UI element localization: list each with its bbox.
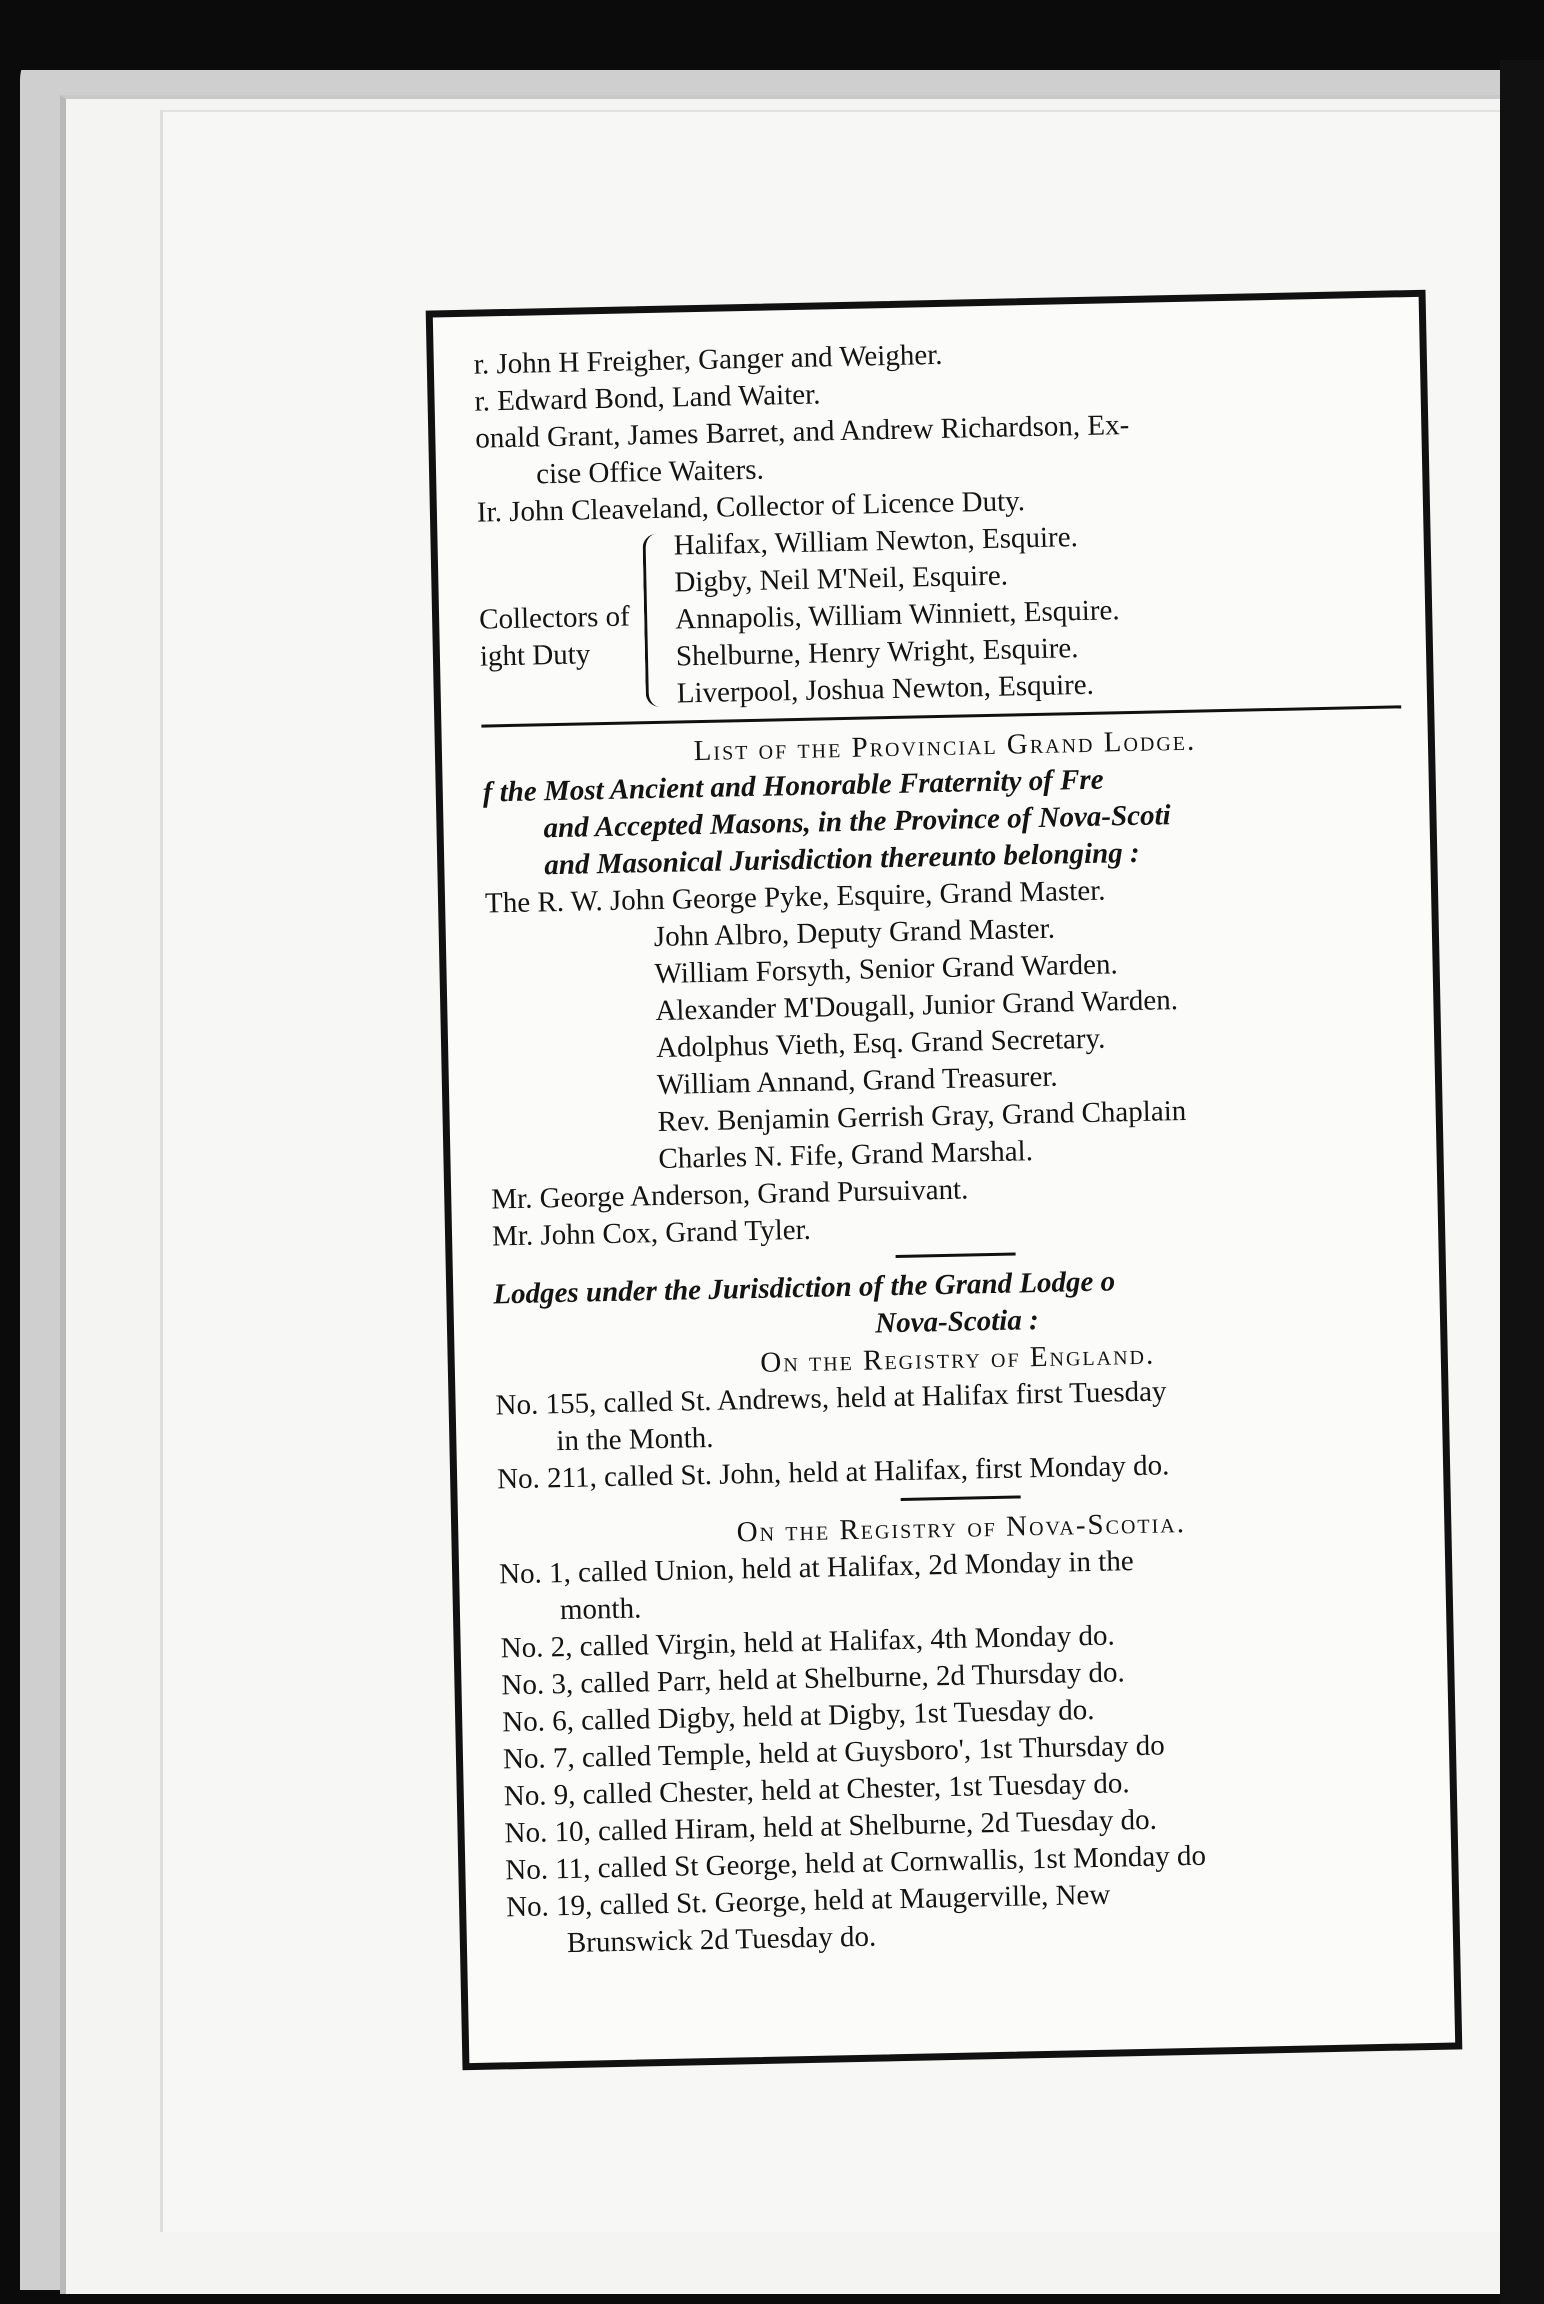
ns-lodge-line: No. 10, called Hiram, held at Shelburne, 2d Tuesday do. [504, 1803, 1158, 1850]
ns-lodge-line: No. 9, called Chester, held at Chester, 1st Tuesday do. [503, 1767, 1130, 1813]
ns-lodge-line: No. 2, called Virgin, held at Halifax, 4th Monday do. [500, 1619, 1116, 1665]
grand-master-line: The R. W. John George Pyke, Esquire, Grand Master. [484, 874, 1106, 920]
england-lodge-line: in the Month. [556, 1421, 714, 1458]
grand-lodge-subheading-3: and Masonical Jurisdiction thereunto belonging : [543, 836, 1140, 882]
ns-lodge-line: No. 1, called Union, held at Halifax, 2d Monday in the [498, 1545, 1134, 1591]
england-registry-heading: On the Registry of England. [759, 1338, 1156, 1379]
officer-line: John Albro, Deputy Grand Master. [653, 912, 1056, 954]
brace-mark [642, 534, 669, 707]
customs-line-2: r. Edward Bond, Land Waiter. [474, 378, 821, 418]
england-lodge-line: No. 211, called St. John, held at Halifax, first Monday do. [496, 1449, 1170, 1496]
grand-lodge-subheading-1: f the Most Ancient and Honorable Fraternity of Fre [482, 763, 1104, 809]
customs-line-5: Ir. John Cleaveland, Collector of Licence Duty. [476, 485, 1026, 529]
ns-lodge-line: No. 11, called St George, held at Cornwallis, 1st Monday do [505, 1839, 1207, 1887]
collectors-list [673, 512, 1407, 712]
tyler-line: Mr. John Cox, Grand Tyler. [491, 1213, 812, 1253]
customs-line-4: cise Office Waiters. [535, 453, 765, 491]
ns-lodge-line: month. [559, 1592, 642, 1627]
grand-lodge-heading: List of the Provincial Grand Lodge. [693, 724, 1197, 768]
collectors-label-1: Collectors of [478, 599, 631, 636]
england-lodge-line: No. 155, called St. Andrews, held at Halifax first Tuesday [495, 1375, 1167, 1422]
short-divider [896, 1253, 1016, 1259]
collectors-label [477, 528, 646, 716]
ns-lodge-line: No. 3, called Parr, held at Shelburne, 2d Thursday do. [501, 1656, 1125, 1702]
lodges-heading-2: Nova-Scotia : [874, 1304, 1040, 1340]
lodges-heading-1: Lodges under the Jurisdiction of the Grand Lodge o [492, 1265, 1116, 1311]
ns-lodge-line: No. 19, called St. George, held at Maugerville, New [505, 1878, 1111, 1924]
customs-line-3: onald Grant, James Barret, and Andrew Richardson, Ex- [475, 408, 1130, 455]
collector-item: Shelburne, Henry Wright, Esquire. [675, 632, 1079, 673]
officer-line: Rev. Benjamin Gerrish Gray, Grand Chaplain [657, 1094, 1187, 1138]
collector-item: Annapolis, William Winniett, Esquire. [674, 594, 1120, 636]
officer-line: William Annand, Grand Treasurer. [656, 1060, 1058, 1101]
short-divider [901, 1495, 1021, 1501]
ns-lodge-line: Brunswick 2d Tuesday do. [566, 1920, 877, 1960]
officer-line: Alexander M'Dougall, Junior Grand Warden. [655, 984, 1179, 1028]
ns-lodge-line: No. 6, called Digby, held at Digby, 1st Tuesday do. [501, 1693, 1095, 1739]
officer-line: William Forsyth, Senior Grand Warden. [654, 948, 1118, 991]
collectors-block [477, 512, 1407, 716]
pursuivant-line: Mr. George Anderson, Grand Pursuivant. [490, 1173, 969, 1216]
collector-item: Halifax, William Newton, Esquire. [673, 521, 1079, 562]
officer-line: Adolphus Vieth, Esq. Grand Secretary. [655, 1022, 1106, 1064]
customs-line-1: r. John H Freigher, Ganger and Weigher. [473, 338, 943, 381]
printed-text-frame [426, 290, 1463, 2071]
ns-lodge-line: No. 7, called Temple, held at Guysboro', 1st Thursday do [502, 1729, 1165, 1776]
collector-item: Digby, Neil M'Neil, Esquire. [674, 559, 1009, 599]
grand-lodge-subheading-2: and Accepted Masons, in the Province of Nova-Scoti [543, 799, 1171, 845]
collectors-label-2: ight Duty [479, 637, 591, 673]
officer-line: Charles N. Fife, Grand Marshal. [658, 1135, 1034, 1175]
scan-edge [0, 0, 1544, 70]
collector-item: Liverpool, Joshua Newton, Esquire. [676, 668, 1095, 710]
ns-registry-heading: On the Registry of Nova-Scotia. [736, 1507, 1187, 1549]
scan-right-edge [1500, 60, 1544, 2304]
